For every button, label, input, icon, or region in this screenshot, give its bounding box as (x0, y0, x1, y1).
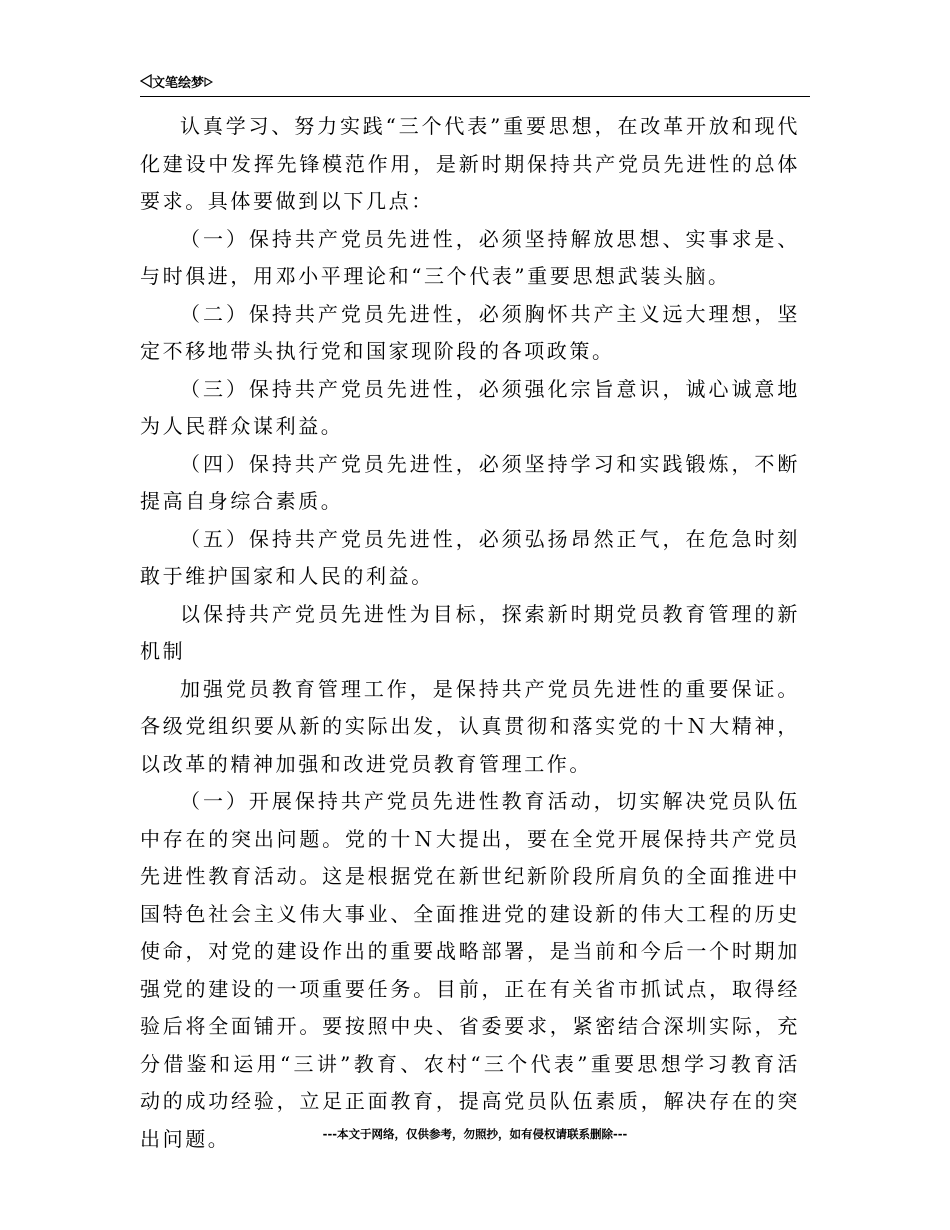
paragraph: （二）保持共产党员先进性，必须胸怀共产主义远大理想，坚定不移地带头执行党和国家现阶段的各项政策。 (140, 301, 800, 363)
paragraph: （一）保持共产党员先进性，必须坚持解放思想、实事求是、与时俱进，用邓小平理论和“三个代表”重要思想武装头脑。 (140, 226, 800, 288)
document-body (140, 108, 800, 1158)
paragraph: 认真学习、努力实践“三个代表”重要思想，在改革开放和现代化建设中发挥先锋模范作用，是新时期保持共产党员先进性的总体要求。具体要做到以下几点： (140, 114, 800, 213)
section-heading: 以保持共产党员先进性为目标，探索新时期党员教育管理的新机制 (140, 601, 800, 663)
paragraph: 加强党员教育管理工作，是保持共产党员先进性的重要保证。各级党组织要从新的实际出发，认真贯彻和落实党的十Ｎ大精神，以改革的精神加强和改进党员教育管理工作。 (140, 676, 800, 776)
triangle-left-icon (140, 74, 152, 94)
paragraph: （五）保持共产党员先进性，必须弘扬昂然正气，在危急时刻敢于维护国家和人民的利益。 (140, 526, 800, 588)
paragraph: （一）开展保持共产党员先进性教育活动，切实解决党员队伍中存在的突出问题。党的十Ｎ大提出，要在全党开展保持共产党员先进性教育活动。这是根据党在新世纪新阶段所肩负的全面推进中国特色社会主义伟大事业、全面推进党的建设新的伟大工程的历史使命，对党的建设作出的重要战略部署，是当前和今后一个时期加强党的建设的一项重要任务。目前，正在有关省市抓试点，取得经验后将全面铺开。要按照中央、省委要求，紧密结合深圳实际，充分借鉴和运用“三讲”教育、农村“三个代表”重要思想学习教育活动的成功经验，立足正面教育，提高党员队伍素质，解决存在的突出问题。 (140, 789, 800, 1151)
page-header (140, 74, 810, 97)
header-title: 文笔绘梦 (152, 76, 205, 91)
page-footer: ---本文于网络，仅供参考，勿照抄，如有侵权请联系删除--- (322, 1127, 628, 1141)
paragraph: （四）保持共产党员先进性，必须坚持学习和实践锻炼，不断提高自身综合素质。 (140, 451, 800, 513)
paragraph: （三）保持共产党员先进性，必须强化宗旨意识，诚心诚意地为人民群众谋利益。 (140, 376, 800, 438)
triangle-right-icon (204, 75, 213, 93)
